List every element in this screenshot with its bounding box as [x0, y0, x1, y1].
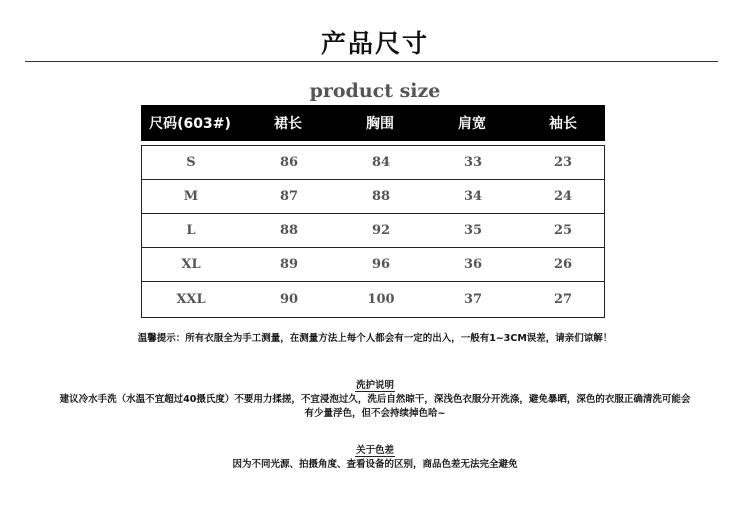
table-cell: 23: [553, 155, 573, 170]
table-cell: 100: [367, 292, 395, 307]
table-cell: M: [183, 189, 199, 204]
table-cell: 96: [371, 257, 391, 272]
wash-instructions-title: [0, 377, 750, 391]
table-cell: 86: [279, 155, 299, 170]
table-row: [141, 248, 605, 282]
color-difference-line: 因为不同光源、拍摄角度、查看设备的区别，商品色差无法完全避免: [232, 459, 518, 470]
wash-instructions-title-text: 洗护说明: [355, 380, 394, 391]
wash-instructions-line-2: 有少量浮色，但不会持续掉色哈~: [304, 408, 446, 419]
page-subtitle: product size: [309, 80, 441, 102]
table-cell: 90: [279, 292, 299, 307]
table-cell: XL: [181, 257, 201, 272]
size-table: [141, 105, 605, 318]
table-header-row: [141, 105, 605, 141]
table-row: [141, 214, 605, 248]
page-title: 产品尺寸: [320, 29, 429, 58]
header-bust: 胸围: [366, 116, 394, 132]
title-divider: [25, 61, 718, 62]
table-cell: 35: [463, 223, 483, 238]
header-size: 尺码(603#): [149, 116, 231, 132]
table-cell: 34: [463, 189, 483, 204]
table-cell: 87: [279, 189, 299, 204]
color-difference-title-text: 关于色差: [355, 445, 394, 456]
color-difference-title: [0, 442, 750, 456]
table-row: [141, 282, 605, 318]
table-cell: L: [186, 223, 196, 238]
table-cell: 89: [279, 257, 299, 272]
table-cell: S: [186, 155, 196, 170]
table-cell: 24: [553, 189, 573, 204]
table-row: [141, 180, 605, 214]
measurement-tip: 温馨提示：所有衣服全为手工测量，在测量方法上每个人都会有一定的出入，一般有1~3CM误差，请亲们谅解！: [137, 333, 613, 344]
table-cell: 27: [553, 292, 573, 307]
header-length: 裙长: [274, 116, 302, 132]
table-cell: 37: [463, 292, 483, 307]
table-cell: 25: [553, 223, 573, 238]
table-cell: 36: [463, 257, 483, 272]
header-sleeve: 袖长: [549, 116, 577, 132]
table-cell: 88: [279, 223, 299, 238]
table-cell: 33: [463, 155, 483, 170]
header-shoulder: 肩宽: [458, 116, 486, 132]
table-cell: 88: [371, 189, 391, 204]
table-cell: 26: [553, 257, 573, 272]
table-cell: 92: [371, 223, 391, 238]
table-row: [141, 145, 605, 180]
table-cell: XXL: [176, 292, 206, 307]
wash-instructions-line-1: 建议冷水手洗（水温不宜超过40摄氏度）不要用力揉搓，不宜浸泡过久，洗后自然晾干，深浅色衣服分开洗涤，避免暴晒，深色的衣服正确清洗可能会: [59, 394, 691, 405]
table-cell: 84: [371, 155, 391, 170]
